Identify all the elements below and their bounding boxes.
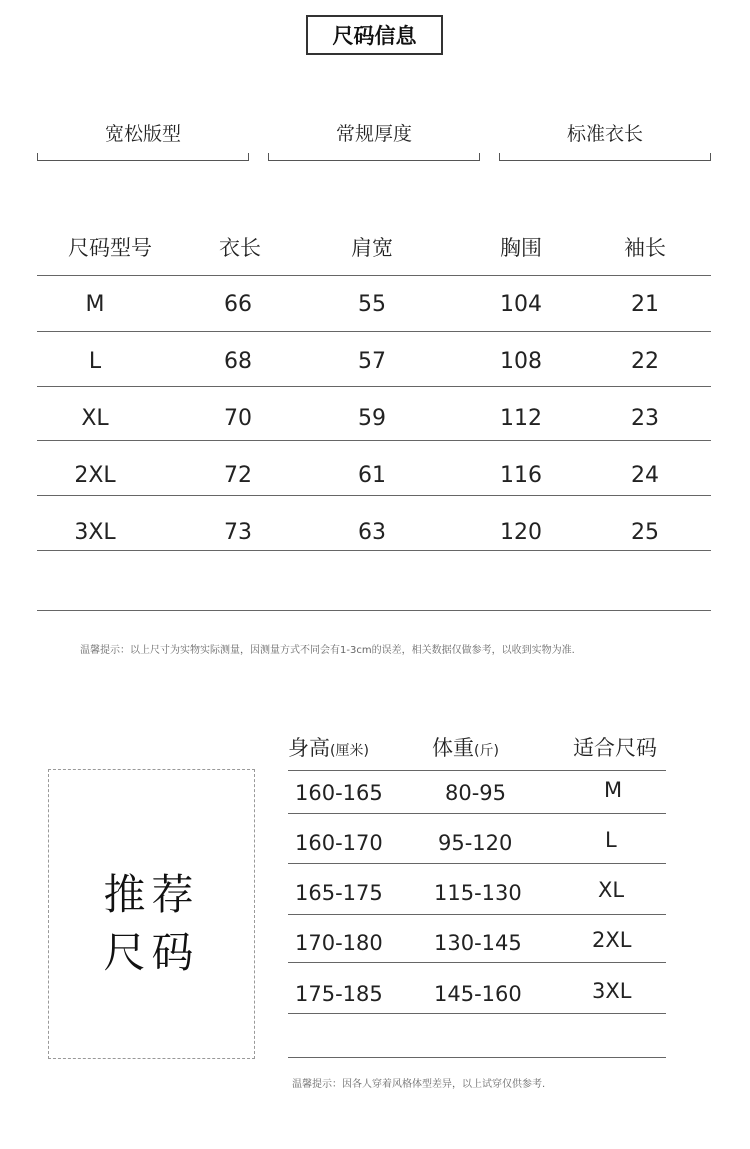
feature-length [499,115,711,161]
divider [37,440,711,441]
table-cell: XL [598,878,625,902]
header-sleeve: 袖长 [624,236,666,260]
divider [288,1013,666,1014]
table-cell: 2XL [74,463,116,488]
table-cell: 120 [500,520,542,545]
table-cell: 22 [631,349,659,374]
table-cell: 61 [358,463,386,488]
table-cell: 175-185 [295,982,383,1006]
table-cell: 95-120 [438,831,513,855]
table-cell: 104 [500,292,542,317]
table-cell: 72 [224,463,252,488]
divider [288,914,666,915]
table-cell: 80-95 [445,781,507,805]
table-cell: 21 [631,292,659,317]
divider [37,331,711,332]
table-cell: 55 [358,292,386,317]
header-height-unit: (厘米) [330,743,369,759]
table-cell: 130-145 [434,931,522,955]
table-cell: M [85,292,105,317]
table-cell: 70 [224,406,252,431]
divider [288,813,666,814]
table-cell: 68 [224,349,252,374]
divider [37,275,711,276]
divider [37,550,711,551]
feature-length-label: 标准衣长 [566,123,643,145]
table-cell: 3XL [592,979,632,1003]
table-cell: 115-130 [434,881,522,905]
table-cell: 57 [358,349,386,374]
recommend-label-line2: 尺码 [103,928,200,977]
feature-thickness-label: 常规厚度 [335,123,412,145]
header-weight-unit: (斤) [474,743,499,759]
divider [288,1057,666,1058]
divider [288,770,666,771]
table-cell: 3XL [74,520,116,545]
table-cell: M [604,778,623,802]
feature-bracket [499,153,711,161]
table-cell: 73 [224,520,252,545]
header-height [288,732,369,762]
feature-thickness [268,115,480,161]
header-weight-label: 体重 [432,736,474,760]
header-chest: 胸围 [500,236,542,260]
divider [288,962,666,963]
header-fit-size: 适合尺码 [573,736,657,760]
feature-bracket [37,153,249,161]
table-cell: 160-170 [295,831,383,855]
table-cell: 24 [631,463,659,488]
divider [37,495,711,496]
table-cell: 23 [631,406,659,431]
table-cell: 63 [358,520,386,545]
table-cell: 59 [358,406,386,431]
table-cell: 112 [500,406,542,431]
feature-fit-label: 宽松版型 [104,123,181,145]
note-measurement: 温馨提示：以上尺寸为实物实际测量，因测量方式不同会有1-3cm的误差，相关数据仅做参考，以收到实物为准. [80,645,575,656]
table-cell: L [605,828,617,852]
table-cell: 25 [631,520,659,545]
recommend-label-line1: 推荐 [103,870,200,919]
table-cell: XL [81,406,109,431]
divider [37,610,711,611]
header-size: 尺码型号 [68,236,152,260]
header-height-label: 身高 [288,736,330,760]
table-cell: L [88,349,102,374]
table-cell: 66 [224,292,252,317]
header-shoulder: 肩宽 [351,236,393,260]
header-length: 衣长 [219,236,261,260]
feature-bracket [268,153,480,161]
table-cell: 2XL [592,928,632,952]
table-cell: 170-180 [295,931,383,955]
table-cell: 116 [500,463,542,488]
divider [288,863,666,864]
feature-fit [37,115,249,161]
page-title: 尺码信息 [306,15,443,55]
recommend-label-box [48,769,255,1059]
table-cell: 165-175 [295,881,383,905]
header-weight [432,732,499,762]
table-cell: 145-160 [434,982,522,1006]
table-cell: 160-165 [295,781,383,805]
divider [37,386,711,387]
table-cell: 108 [500,349,542,374]
note-fit: 温馨提示：因各人穿着风格体型差异，以上试穿仅供参考. [292,1079,546,1090]
